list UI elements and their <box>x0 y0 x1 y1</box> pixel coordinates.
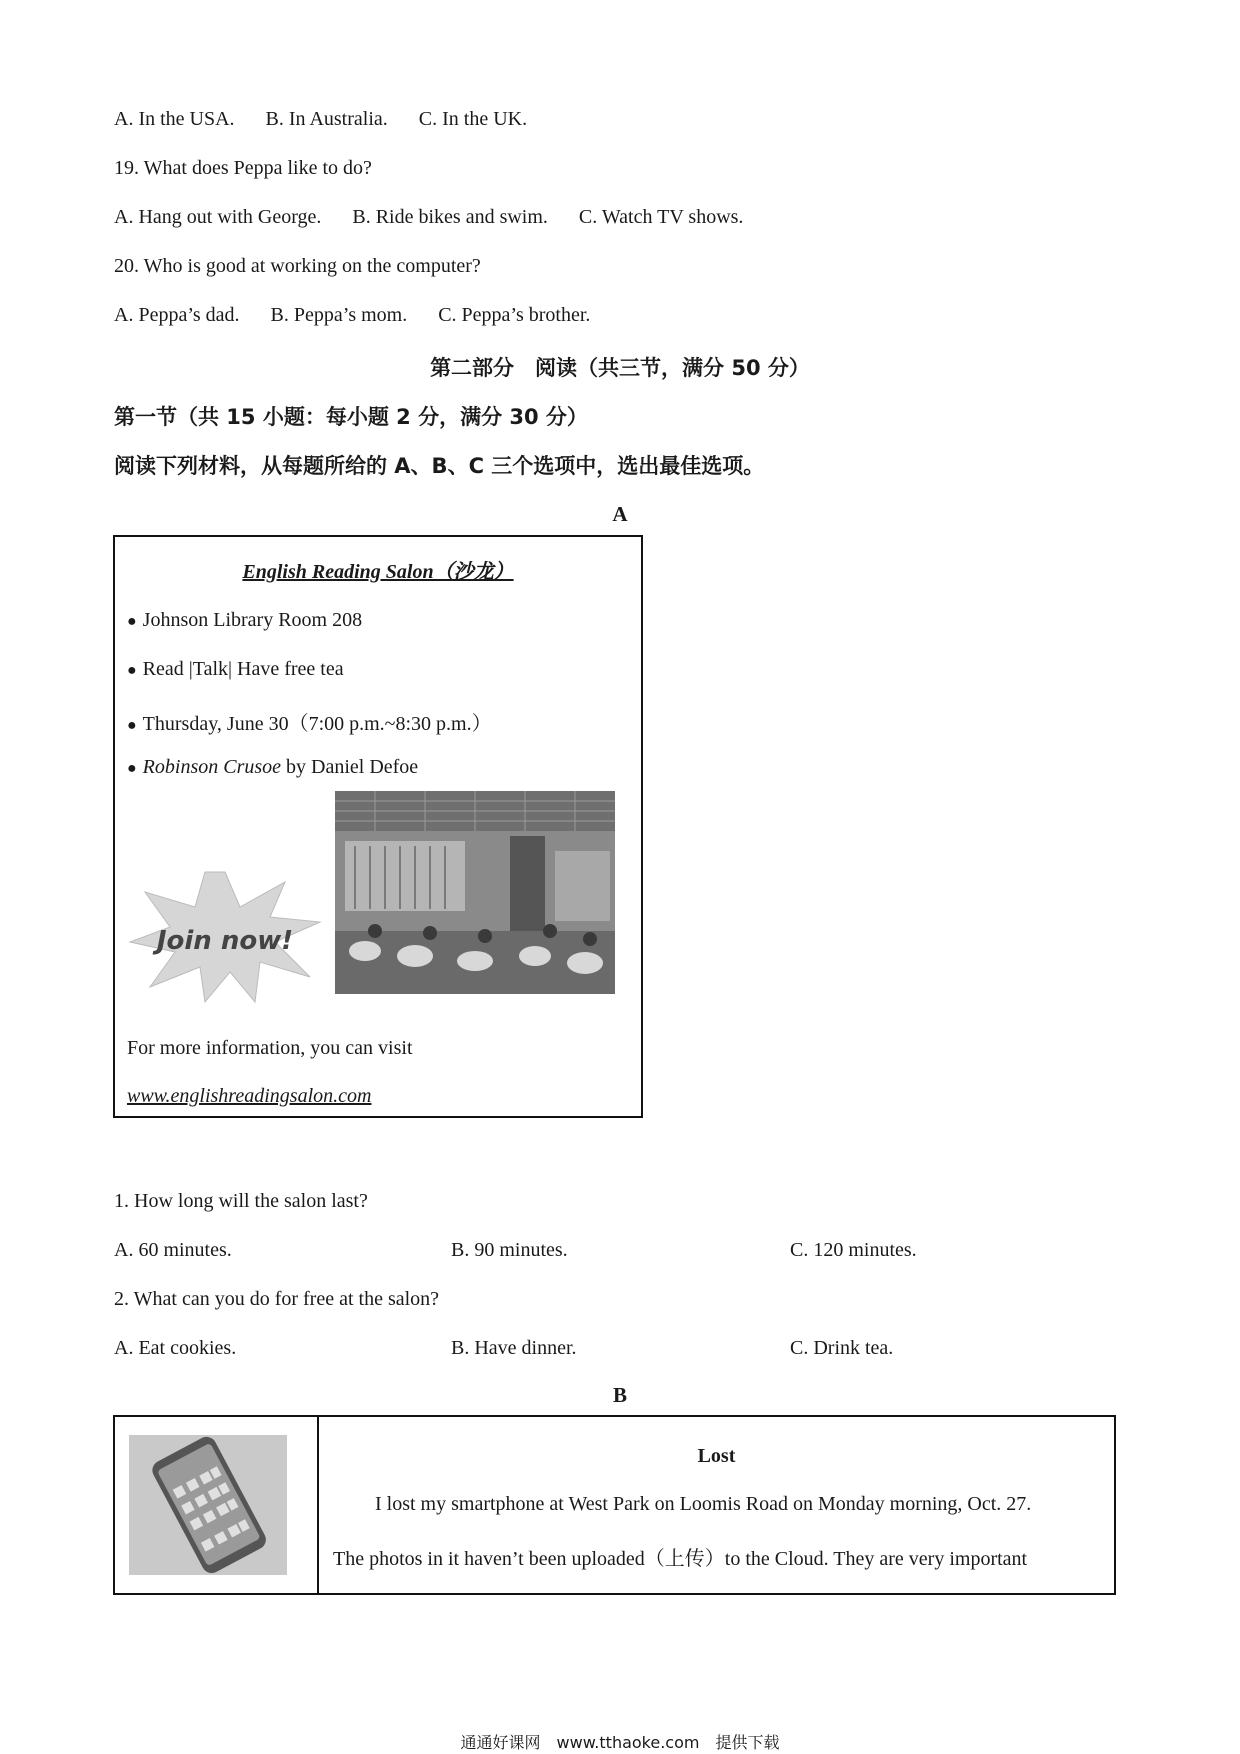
q18-option-a: A. In the USA. <box>114 108 235 130</box>
passage-b-letter: B <box>612 1383 627 1407</box>
q20-option-a: A. Peppa’s dad. <box>114 304 240 326</box>
q19-option-c: C. Watch TV shows. <box>578 206 744 228</box>
bullet-time: ● Thursday, June 30（7:00 p.m.~8:30 p.m.） <box>127 713 492 735</box>
bullet-location: ● Johnson Library Room 208 <box>127 609 363 631</box>
q1-option-b: B. 90 minutes. <box>451 1239 568 1261</box>
book-author: by Daniel Defoe <box>281 756 419 778</box>
q19-question: 19. What does Peppa like to do? <box>114 157 372 179</box>
passage-a-letter: A <box>612 502 628 526</box>
lost-title: Lost <box>697 1445 736 1467</box>
more-info-text: For more information, you can visit <box>127 1037 413 1059</box>
q20-question: 20. Who is good at working on the computer? <box>114 255 481 277</box>
website-link[interactable]: www.englishreadingsalon.com <box>127 1085 372 1107</box>
library-photo <box>335 791 615 994</box>
lost-text-line2: The photos in it haven’t been uploaded（上传）to the Cloud. They are very important <box>333 1548 1028 1570</box>
q2-question: 2. What can you do for free at the salon? <box>114 1288 440 1310</box>
bullet-activities: ● Read |Talk| Have free tea <box>127 658 344 680</box>
bullet-dot-icon: ● <box>127 613 137 630</box>
book-title: Robinson Crusoe <box>142 756 282 778</box>
q18-option-b: B. In Australia. <box>265 108 388 130</box>
salon-title: English Reading Salon（沙龙） <box>242 561 514 583</box>
section1-title: 第一节（共 15 小题：每小题 2 分，满分 30 分） <box>114 405 588 429</box>
join-now-starburst-icon <box>125 867 325 1007</box>
q19-option-a: A. Hang out with George. <box>114 206 322 228</box>
q18-options <box>114 108 553 131</box>
bullet-dot-icon: ● <box>127 717 137 734</box>
q2-option-b: B. Have dinner. <box>451 1337 577 1359</box>
q1-option-c: C. 120 minutes. <box>790 1239 917 1261</box>
passage-b-box <box>113 1415 1116 1595</box>
q20-option-c: C. Peppa’s brother. <box>438 304 591 326</box>
bullet-book <box>127 756 418 779</box>
footer-text: 通通好课网 www.tthaoke.com 提供下载 <box>460 1733 780 1752</box>
lost-text-line1: I lost my smartphone at West Park on Loomis Road on Monday morning, Oct. 27. <box>375 1493 1032 1515</box>
q19-option-b: B. Ride bikes and swim. <box>352 206 548 228</box>
box-divider <box>317 1417 319 1593</box>
instructions: 阅读下列材料，从每题所给的 A、B、C 三个选项中，选出最佳选项。 <box>114 454 765 478</box>
q19-options <box>114 206 769 229</box>
bullet-dot-icon: ● <box>127 760 137 777</box>
q20-options <box>114 304 616 327</box>
q1-question: 1. How long will the salon last? <box>114 1190 368 1212</box>
join-now-text: Join now! <box>156 926 294 956</box>
q2-option-c: C. Drink tea. <box>790 1337 894 1359</box>
q18-option-c: C. In the UK. <box>418 108 528 130</box>
q20-option-b: B. Peppa’s mom. <box>270 304 408 326</box>
bullet-dot-icon: ● <box>127 662 137 679</box>
q1-option-a: A. 60 minutes. <box>114 1239 232 1261</box>
part2-title: 第二部分 阅读（共三节，满分 50 分） <box>430 356 810 380</box>
q2-option-a: A. Eat cookies. <box>114 1337 237 1359</box>
passage-a-box <box>113 535 643 1118</box>
smartphone-photo <box>129 1435 287 1575</box>
